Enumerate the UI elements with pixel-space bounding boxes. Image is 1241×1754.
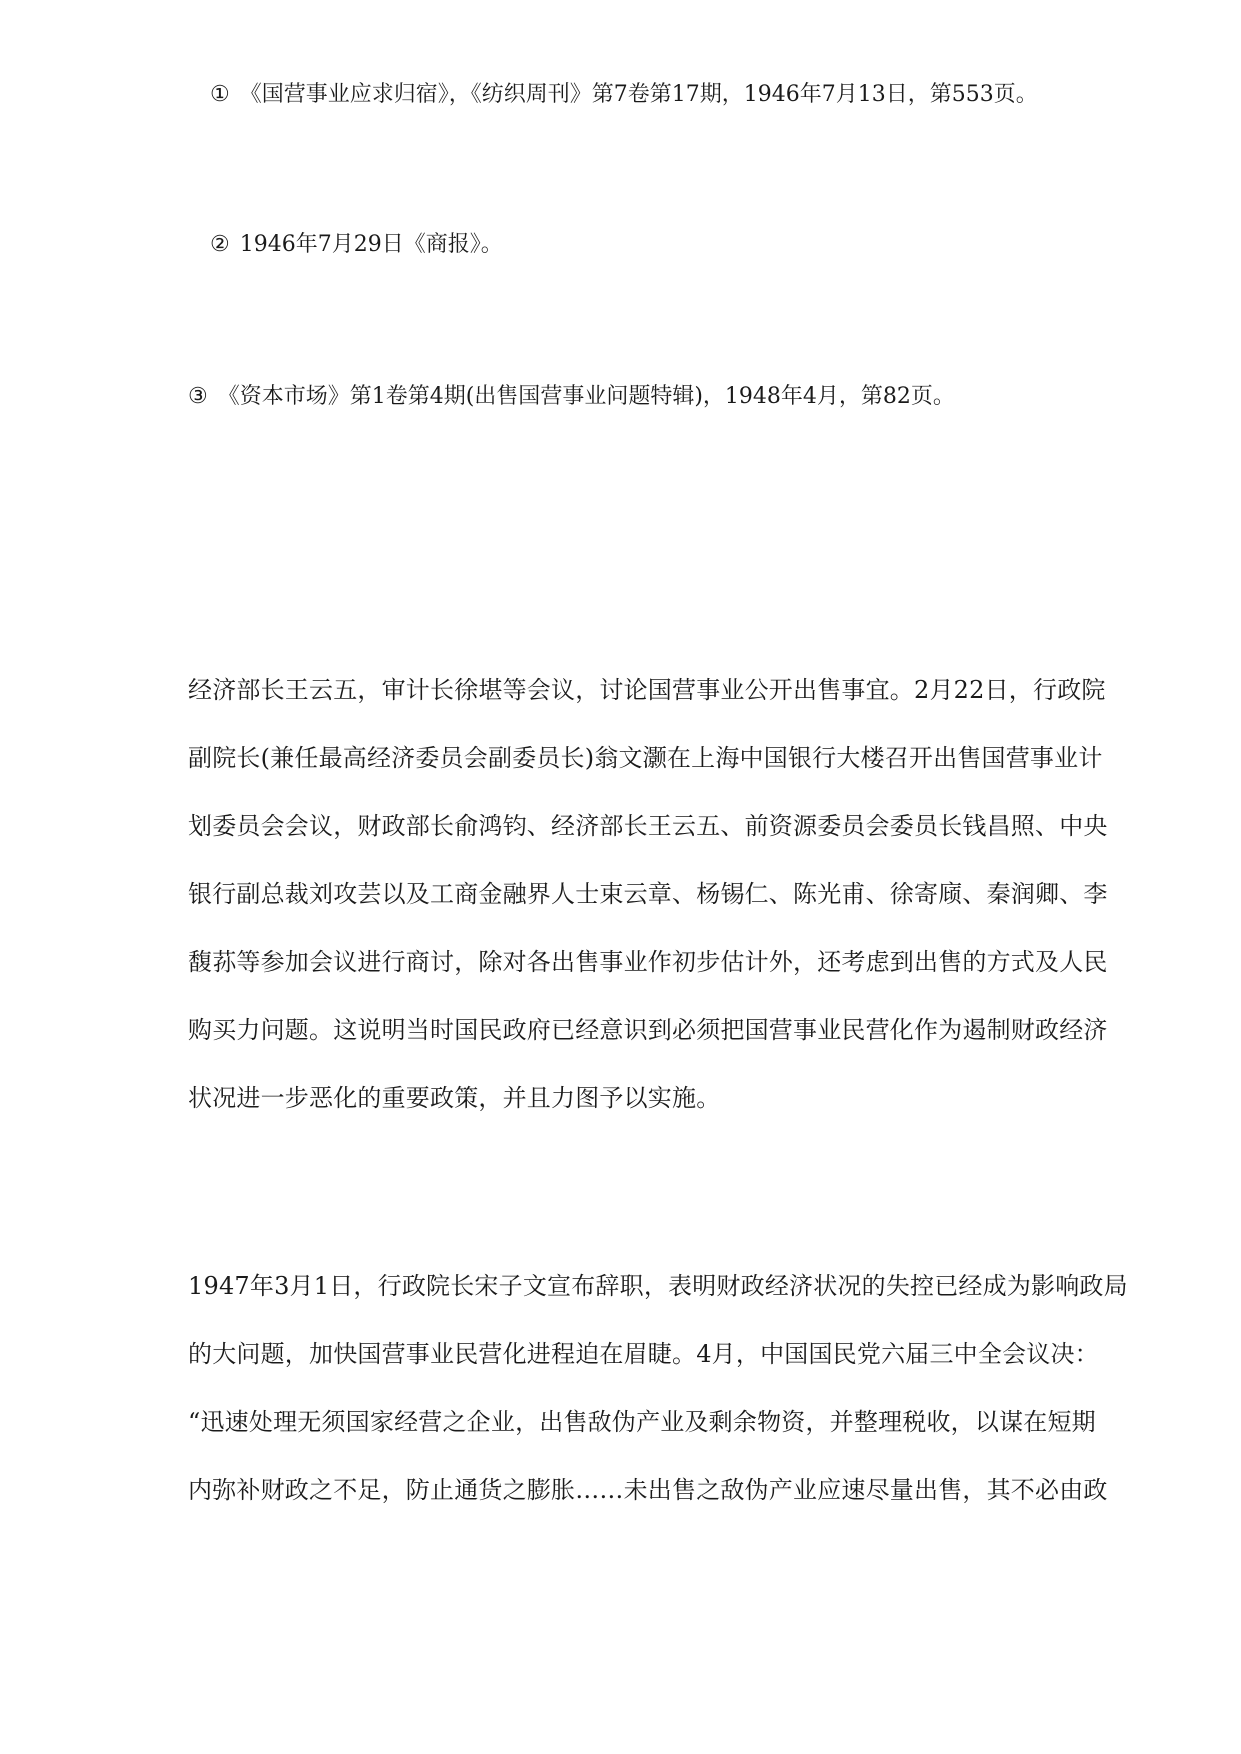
paragraph-line: 购买力问题。这说明当时国民政府已经意识到必须把国营事业民营化作为遏制财政经济 bbox=[188, 1016, 1108, 1044]
paragraph-line: 副院长(兼任最高经济委员会副委员长)翁文灏在上海中国银行大楼召开出售国营事业计 bbox=[188, 744, 1103, 772]
paragraph-line: 划委员会会议，财政部长俞鸿钧、经济部长王云五、前资源委员会委员长钱昌照、中央 bbox=[188, 812, 1108, 840]
footnote-marker: ② bbox=[210, 232, 230, 257]
paragraph-line: 内弥补财政之不足，防止通货之膨胀……未出售之敌伪产业应速尽量出售，其不必由政 bbox=[188, 1476, 1108, 1504]
body-paragraph-2 bbox=[188, 1252, 1138, 1524]
paragraph-line: “迅速处理无须国家经营之企业，出售敌伪产业及剩余物资，并整理税收，以谋在短期 bbox=[188, 1408, 1096, 1436]
footnote-2 bbox=[210, 230, 503, 260]
footnote-1 bbox=[210, 80, 1038, 110]
paragraph-line: 馥荪等参加会议进行商讨，除对各出售事业作初步估计外，还考虑到出售的方式及人民 bbox=[188, 948, 1108, 976]
footnote-text: 《资本市场》第1卷第4期(出售国营事业问题特辑)，1948年4月，第82页。 bbox=[217, 384, 955, 409]
footnote-text: 1946年7月29日《商报》。 bbox=[239, 232, 503, 257]
paragraph-line: 经济部长王云五，审计长徐堪等会议，讨论国营事业公开出售事宜。2月22日，行政院 bbox=[188, 676, 1106, 704]
footnote-marker: ③ bbox=[188, 384, 208, 409]
paragraph-line: 状况进一步恶化的重要政策，并且力图予以实施。 bbox=[188, 1084, 721, 1112]
footnote-marker: ① bbox=[210, 82, 230, 107]
paragraph-line: 1947年3月1日，行政院长宋子文宣布辞职，表明财政经济状况的失控已经成为影响政局 bbox=[188, 1272, 1128, 1300]
paragraph-line: 银行副总裁刘攻芸以及工商金融界人士束云章、杨锡仁、陈光甫、徐寄庼、秦润卿、李 bbox=[188, 880, 1108, 908]
footnote-3 bbox=[188, 382, 955, 412]
footnote-text: 《国营事业应求归宿》，《纺织周刊》第7卷第17期，1946年7月13日，第553页。 bbox=[239, 82, 1038, 107]
paragraph-line: 的大问题，加快国营事业民营化进程迫在眉睫。4月，中国国民党六届三中全会议决： bbox=[188, 1340, 1099, 1368]
body-paragraph-1 bbox=[188, 656, 1138, 1132]
